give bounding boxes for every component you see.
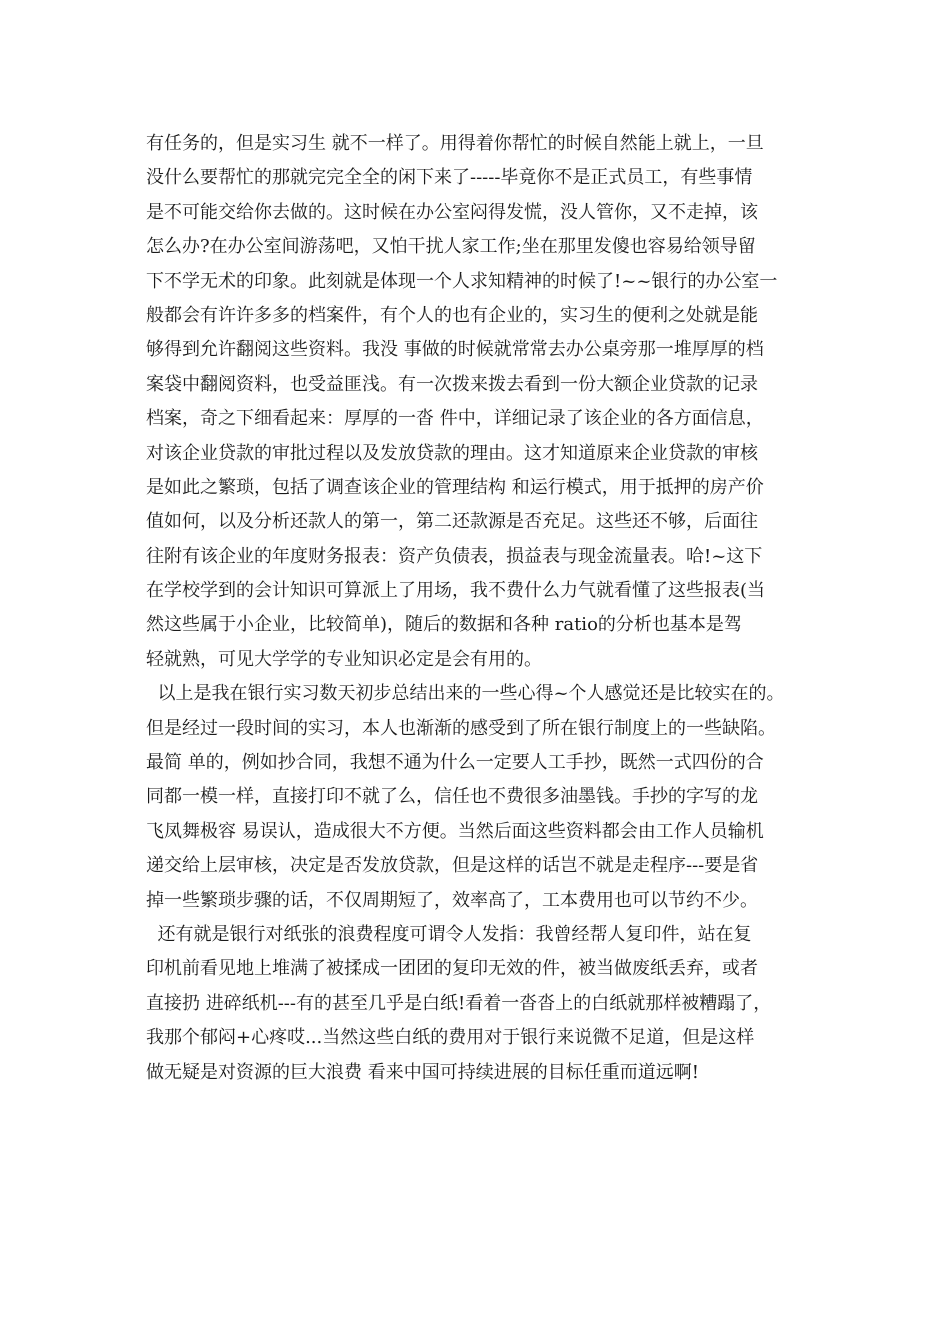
text-line: 没什么要帮忙的那就完完全全的闲下来了-----毕竟你不是正式员工，有些事情 <box>146 167 753 189</box>
text-line: 做无疑是对资源的巨大浪费 看来中国可持续进展的目标任重而道远啊! <box>146 1061 699 1083</box>
text-line: 最简 单的，例如抄合同，我想不通为什么一定要人工手抄，既然一式四份的合 <box>146 752 764 774</box>
text-line: 是如此之繁琐，包括了调查该企业的管理结构 和运行模式，用于抵押的房产价 <box>146 476 764 498</box>
text-line: 我那个郁闷+心疼哎...当然这些白纸的费用对于银行来说微不足道，但是这样 <box>146 1027 755 1049</box>
text-line: 飞凤舞极容 易误认，造成很大不方便。当然后面这些资料都会由工作人员输机 <box>146 820 764 842</box>
text-line: 同都一模一样，直接打印不就了么，信任也不费很多油墨钱。手抄的字写的龙 <box>146 786 758 808</box>
text-line: 档案，奇之下细看起来：厚厚的一沓 件中，详细记录了该企业的各方面信息， <box>146 408 764 430</box>
text-line: 对该企业贷款的审批过程以及发放贷款的理由。这才知道原来企业贷款的审核 <box>146 442 758 464</box>
text-line: 是不可能交给你去做的。这时候在办公室闷得发慌，没人管你，又不走掉，该 <box>146 201 758 223</box>
text-line: 以上是我在银行实习数天初步总结出来的一些心得~个人感觉还是比较实在的。 <box>146 683 785 705</box>
text-line: 还有就是银行对纸张的浪费程度可谓令人发指：我曾经帮人复印件，站在复 <box>146 923 752 945</box>
text-line: 然这些属于小企业，比较简单)，随后的数据和各种 ratio的分析也基本是驾 <box>146 614 742 636</box>
text-line: 般都会有许许多多的档案件，有个人的也有企业的，实习生的便利之处就是能 <box>146 304 758 326</box>
body-text <box>146 127 846 1090</box>
text-line: 往附有该企业的年度财务报表：资产负债表，损益表与现金流量表。哈!~这下 <box>146 545 763 567</box>
text-line: 直接扔 进碎纸机---有的甚至几乎是白纸!看着一沓沓上的白纸就那样被糟蹋了， <box>146 992 772 1014</box>
text-line: 印机前看见地上堆满了被揉成一团团的复印无效的件，被当做废纸丢弃，或者 <box>146 958 758 980</box>
text-line: 值如何，以及分析还款人的第一，第二还款源是否充足。这些还不够，后面往 <box>146 511 758 533</box>
text-line: 递交给上层审核，决定是否发放贷款，但是这样的话岂不就是走程序---要是省 <box>146 855 759 877</box>
text-line: 案袋中翻阅资料，也受益匪浅。有一次拨来拨去看到一份大额企业贷款的记录 <box>146 373 758 395</box>
text-line: 有任务的，但是实习生 就不一样了。用得着你帮忙的时候自然能上就上，一旦 <box>146 133 764 154</box>
text-line: 掉一些繁琐步骤的话，不仅周期短了，效率高了，工本费用也可以节约不少。 <box>146 889 758 911</box>
text-line: 在学校学到的会计知识可算派上了用场，我不费什么力气就看懂了这些报表(当 <box>146 580 766 602</box>
text-line: 下不学无术的印象。此刻就是体现一个人求知精神的时候了!~~银行的办公室一 <box>146 270 778 292</box>
text-line: 怎么办?在办公室间游荡吧，又怕干扰人家工作;坐在那里发傻也容易给领导留 <box>146 236 756 258</box>
text-line: 但是经过一段时间的实习，本人也渐渐的感受到了所在银行制度上的一些缺陷。 <box>146 717 776 739</box>
text-line: 轻就熟，可见大学学的专业知识必定是会有用的。 <box>146 648 542 670</box>
text-line: 够得到允许翻阅这些资料。我没 事做的时候就常常去办公桌旁那一堆厚厚的档 <box>146 339 764 361</box>
